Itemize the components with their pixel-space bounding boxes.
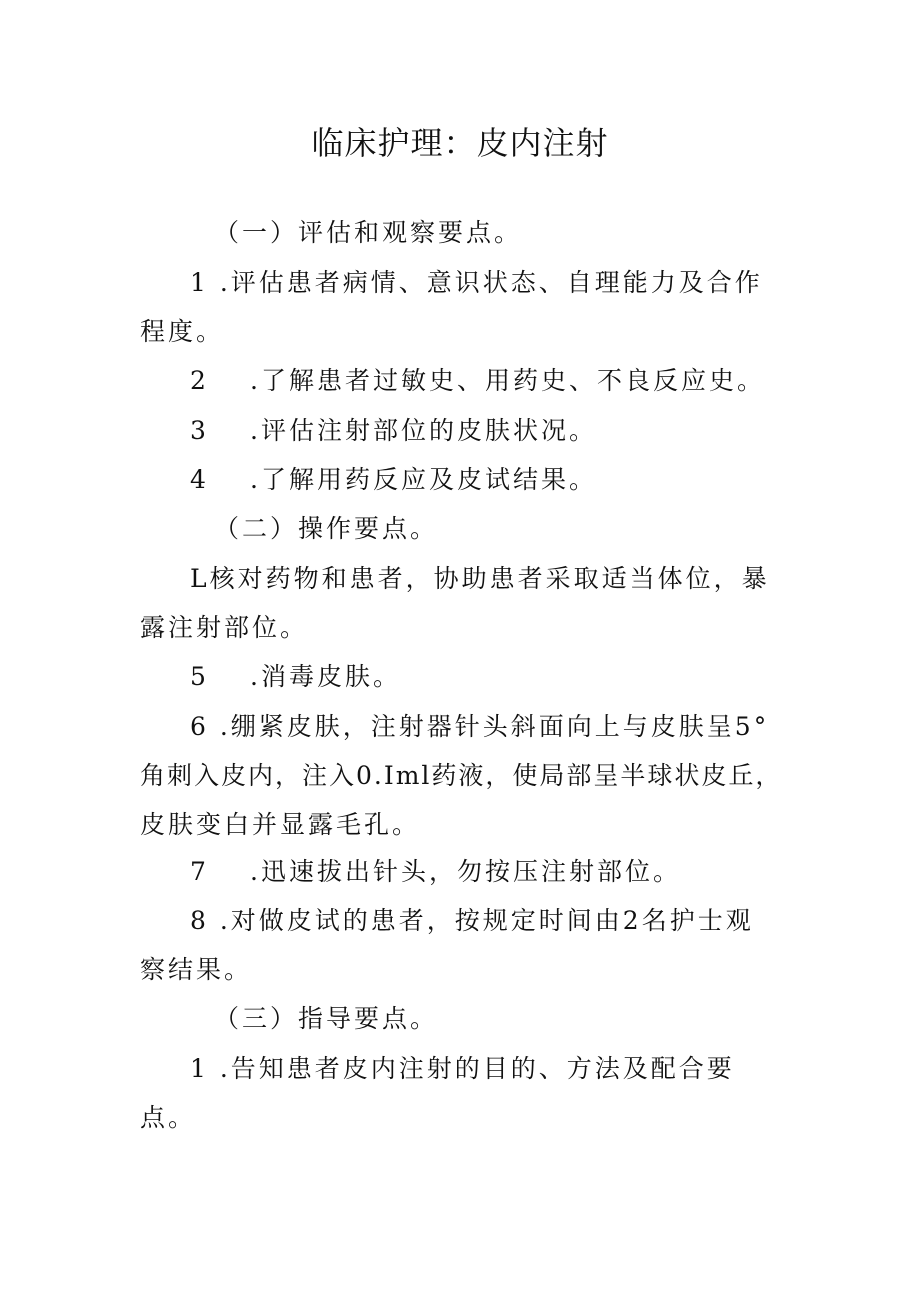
list-number: 4 bbox=[190, 465, 209, 494]
list-number: 3 bbox=[190, 416, 209, 445]
list-number: 7 bbox=[190, 857, 209, 886]
paragraph-line: .了解用药反应及皮试结果。 bbox=[250, 465, 597, 494]
section-heading-guidance: （三）指导要点。 bbox=[214, 1004, 439, 1033]
paragraph-line: .迅速拔出针头，勿按压注射部位。 bbox=[250, 857, 681, 886]
paragraph-line: L核对药物和患者，协助患者采取适当体位，暴 bbox=[190, 564, 770, 593]
paragraph-line: 1 .告知患者皮内注射的目的、方法及配合要 bbox=[190, 1054, 735, 1083]
paragraph-line: 皮肤变白并显露毛孔。 bbox=[140, 810, 421, 839]
paragraph-line: .消毒皮肤。 bbox=[250, 662, 401, 691]
paragraph-line: 程度。 bbox=[140, 317, 225, 346]
paragraph-line: 点。 bbox=[140, 1103, 197, 1132]
paragraph-line: 6 .绷紧皮肤，注射器针头斜面向上与皮肤呈5° bbox=[190, 712, 770, 741]
section-heading-operation: （二）操作要点。 bbox=[214, 514, 439, 543]
paragraph-line: .评估注射部位的皮肤状况。 bbox=[250, 416, 597, 445]
page-title: 临床护理：皮内注射 bbox=[311, 124, 609, 162]
paragraph-line: 察结果。 bbox=[140, 955, 253, 984]
paragraph-line: 8 .对做皮试的患者，按规定时间由2名护士观 bbox=[190, 906, 754, 935]
list-number: 5 bbox=[190, 662, 209, 691]
paragraph-line: 角刺入皮内，注入0.Iml药液，使局部呈半球状皮丘， bbox=[140, 761, 783, 790]
list-number: 2 bbox=[190, 366, 209, 395]
paragraph-line: 1 .评估患者病情、意识状态、自理能力及合作 bbox=[190, 268, 763, 297]
paragraph-line: 露注射部位。 bbox=[140, 613, 309, 642]
section-heading-assessment: （一）评估和观察要点。 bbox=[214, 218, 523, 247]
paragraph-line: .了解患者过敏史、用药史、不良反应史。 bbox=[250, 366, 765, 395]
